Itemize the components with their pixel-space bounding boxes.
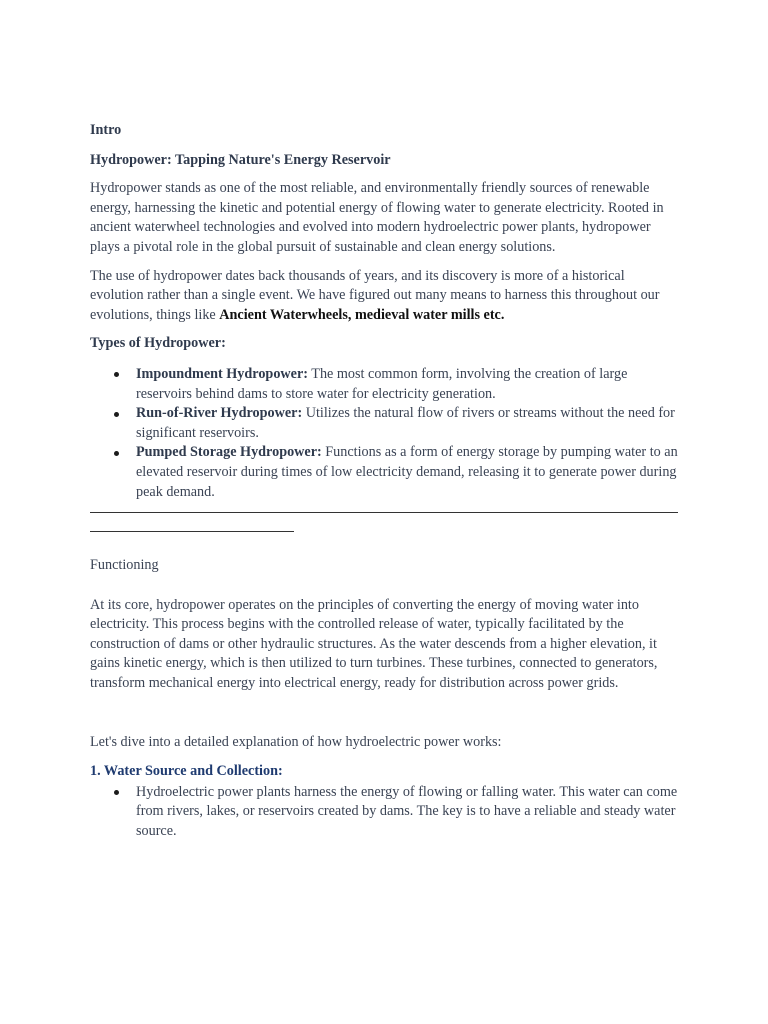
- dive-intro: Let's dive into a detailed explanation of how hydroelectric power works:: [90, 733, 502, 750]
- list-item-label: Pumped Storage Hydropower:: [136, 444, 322, 461]
- list-item: [136, 404, 680, 443]
- history-paragraph: [90, 267, 680, 326]
- document-title: Hydropower: Tapping Nature's Energy Reservoir: [90, 151, 391, 168]
- list-item-text: Functions as a form of energy storage by pumping water to an elevated reservoir during times of low electricity demand, releasing it to generate power during peak demand.: [136, 444, 678, 500]
- list-item: [136, 365, 680, 404]
- list-item-text: Utilizes the natural flow of rivers or streams without the need for significant reservoirs.: [136, 405, 675, 441]
- list-item: [136, 443, 680, 502]
- intro-paragraph: Hydropower stands as one of the most reliable, and environmentally friendly sources of renewable energy, harnessing the kinetic and potential energy of flowing water to generate electricity. Rooted in ancient waterwheel technologies and evolved into modern hydroelectric power plants, hydropower plays a pivotal role in the global pursuit of sustainable and clean energy solutions.: [90, 180, 664, 255]
- document-body: [90, 121, 680, 842]
- list-item-text: The most common form, involving the creation of large reservoirs behind dams to store water for electricity generation.: [136, 365, 628, 402]
- list-item-label: Run-of-River Hydropower:: [136, 405, 303, 422]
- separator-line: [90, 512, 678, 513]
- list-item-label: Impoundment Hydropower:: [136, 365, 308, 382]
- separator-line-short: [90, 531, 294, 532]
- types-list: [90, 365, 680, 502]
- functioning-paragraph: At its core, hydropower operates on the principles of converting the energy of moving water into electricity. This process begins with the controlled release of water, typically facilitated by the construction of dams or other hydraulic structures. As the water descends from a higher elevation, it gains kinetic energy, which is then utilized to turn turbines. These turbines, connected to generators, transform mechanical energy into electrical energy, ready for distribution across power grids.: [90, 596, 658, 692]
- history-text: The use of hydropower dates back thousands of years, and its discovery is more of a historical evolution rather than a single event. We have figured out many means to harness this throughout our evolutions, things like: [90, 267, 660, 323]
- section-heading: 1. Water Source and Collection:: [90, 763, 283, 780]
- list-item: Hydroelectric power plants harness the energy of flowing or falling water. This water can come from rivers, lakes, or reservoirs created by dams. The key is to have a reliable and steady water source.: [136, 783, 680, 842]
- section-bullets: [90, 783, 680, 842]
- intro-heading: Intro: [90, 122, 122, 138]
- types-heading: Types of Hydropower:: [90, 335, 226, 352]
- functioning-heading: Functioning: [90, 557, 159, 574]
- history-examples: Ancient Waterwheels, medieval water mills etc.: [219, 306, 505, 323]
